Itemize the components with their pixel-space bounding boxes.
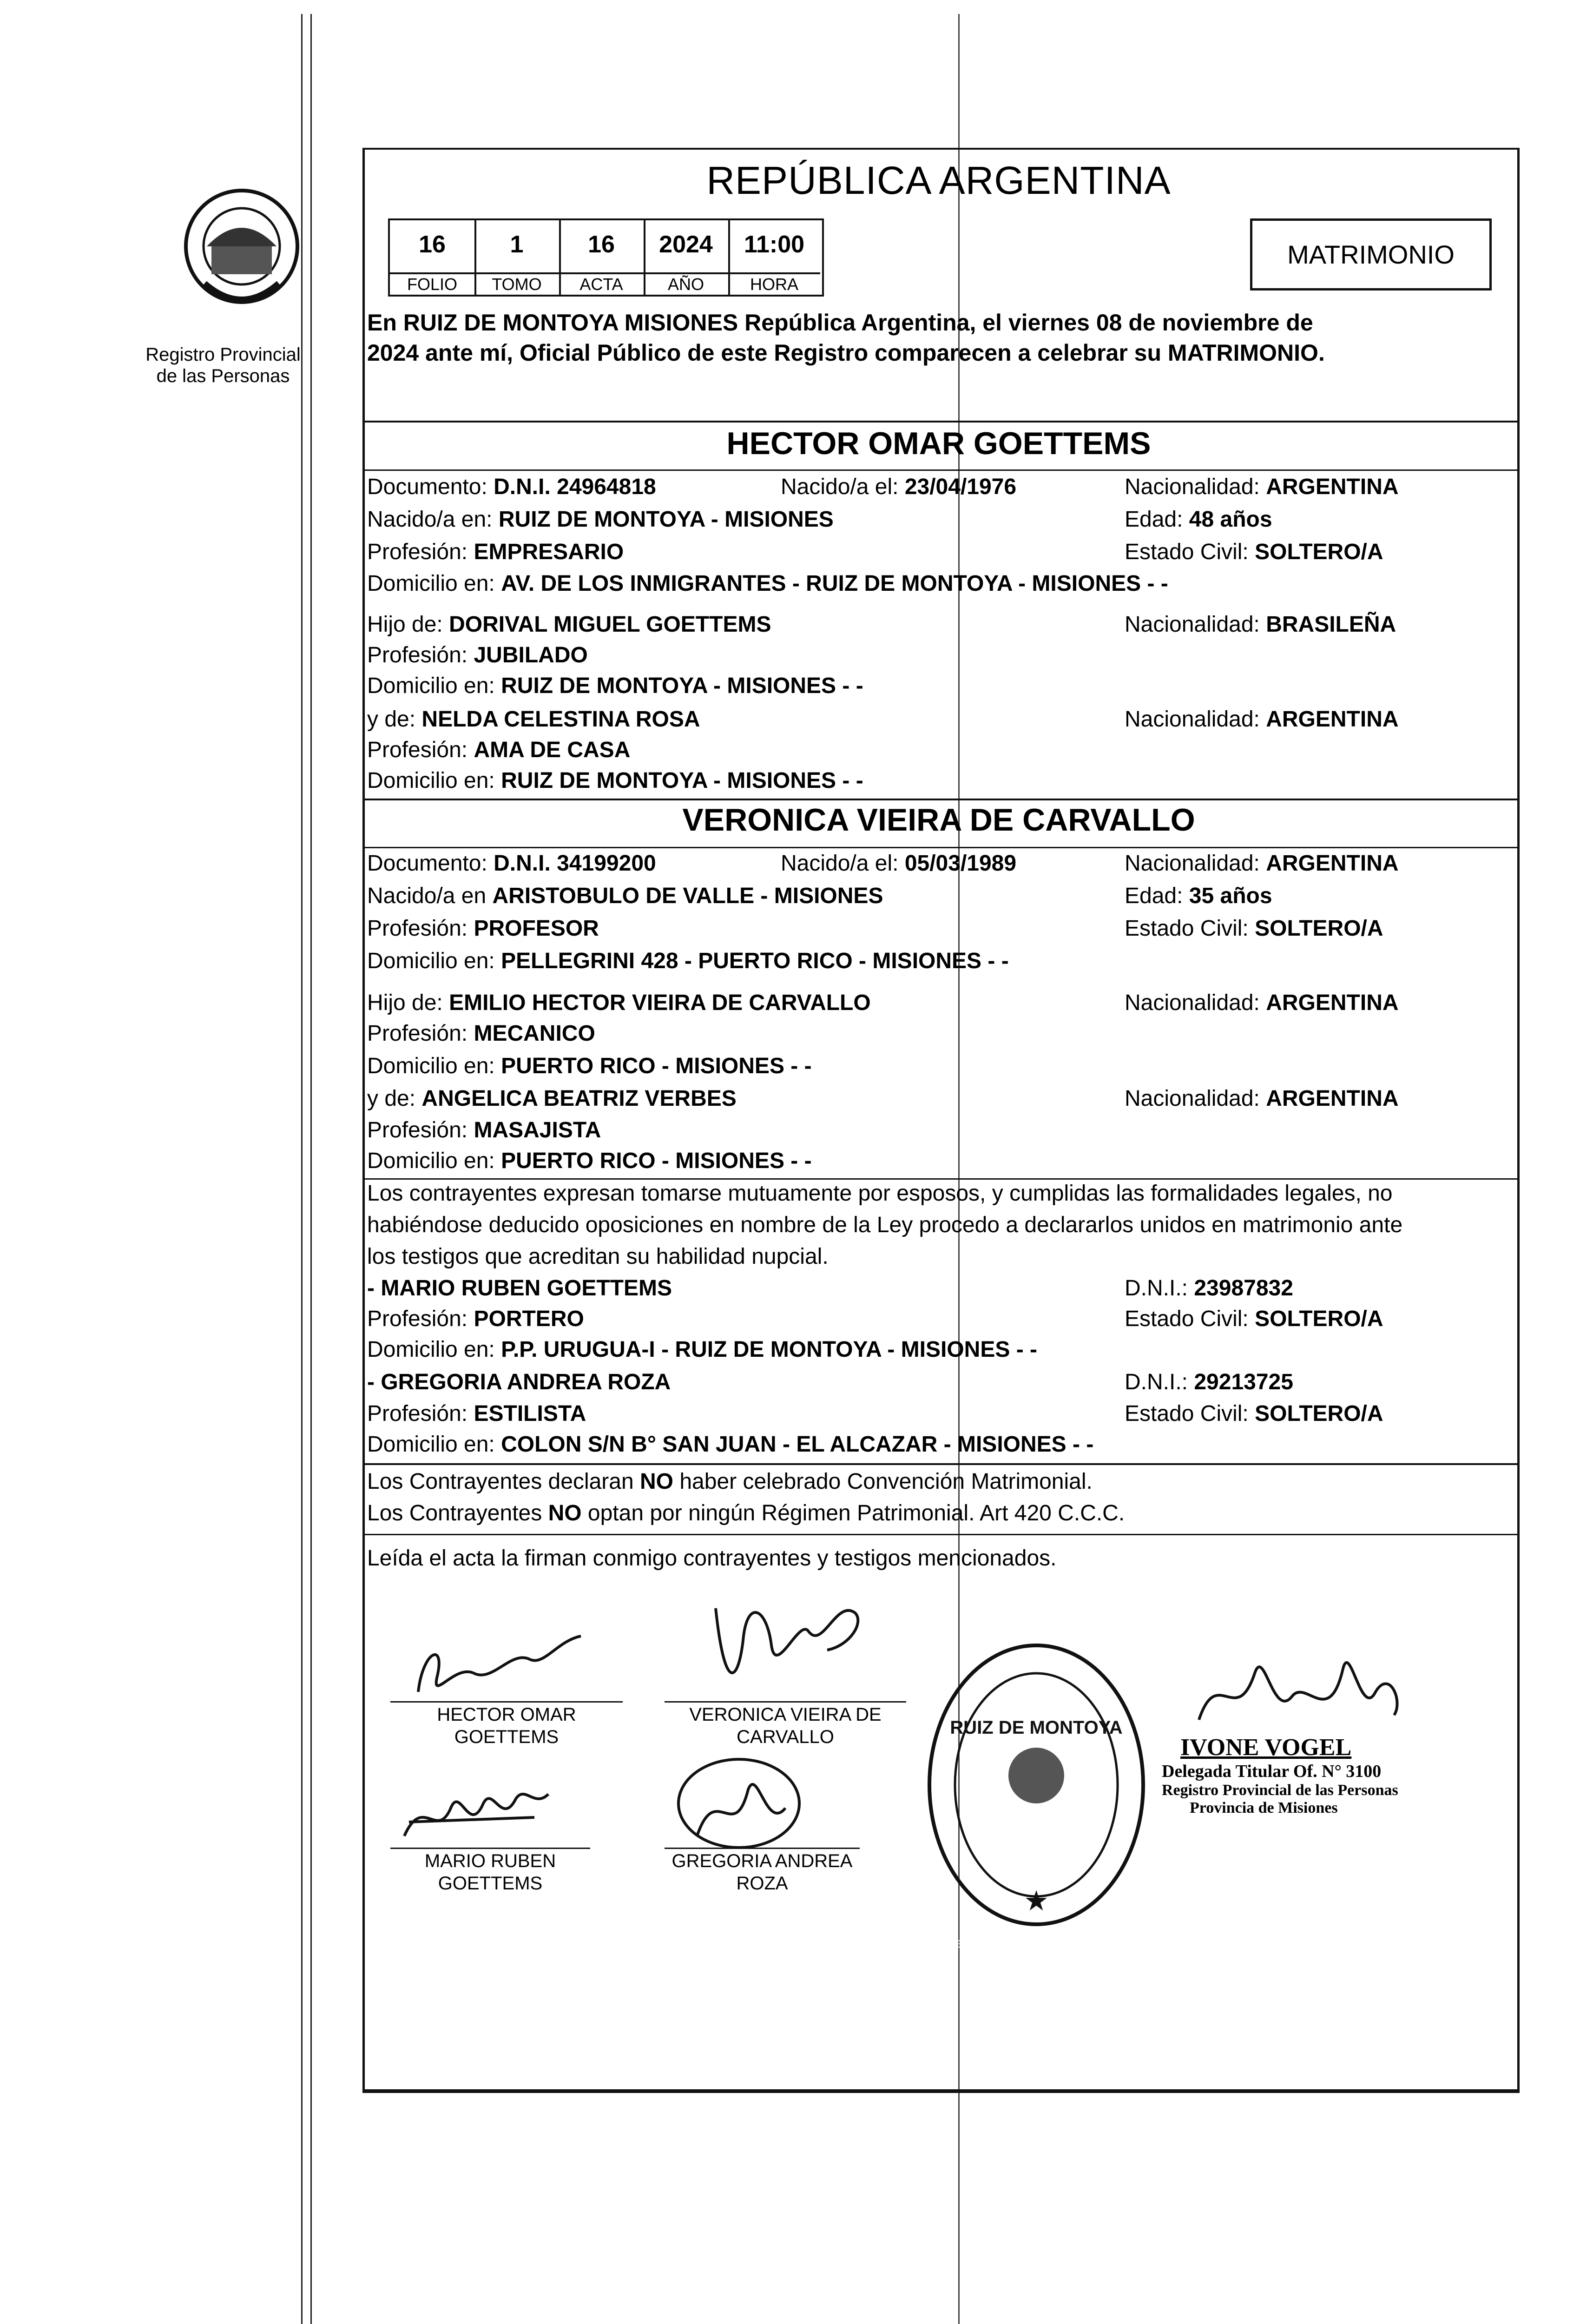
acta-cell: [559, 220, 645, 295]
c2-nacido-el: Nacido/a el: 05/03/1989: [781, 851, 1017, 876]
testigo2-dom: Domicilio en: COLON S/N B° SAN JUAN - EL ALCAZAR - MISIONES - -: [367, 1432, 1094, 1457]
tomo-value: 1: [510, 231, 524, 258]
c2-madre: y de: ANGELICA BEATRIZ VERBES: [367, 1086, 737, 1111]
acta-value: 16: [588, 231, 615, 258]
svg-text:★: ★: [1024, 1885, 1049, 1916]
oficial-stamp: [1162, 1734, 1487, 1817]
c1-madre-dom: Domicilio en: RUIZ DE MONTOYA - MISIONES - -: [367, 768, 863, 793]
c1-madre-prof: Profesión: AMA DE CASA: [367, 738, 631, 762]
signature-mario: [395, 1766, 562, 1859]
c2-padre-dom: Domicilio en: PUERTO RICO - MISIONES - -: [367, 1054, 812, 1078]
rule: [362, 421, 1517, 423]
c2-madre-dom: Domicilio en: PUERTO RICO - MISIONES - -: [367, 1149, 812, 1173]
c1-edad: Edad: 48 años: [1125, 507, 1272, 532]
testigo2-name: - GREGORIA ANDREA ROZA: [367, 1370, 671, 1394]
page-title: REPÚBLICA ARGENTINA: [706, 158, 1171, 202]
hora-cell: [728, 220, 820, 295]
c2-profesion: Profesión: PROFESOR: [367, 916, 599, 941]
c1-padre-nac: Nacionalidad: BRASILEÑA: [1125, 612, 1396, 637]
c2-nacido-en: Nacido/a en ARISTOBULO DE VALLE - MISIONES: [367, 884, 883, 908]
folio-cell: [390, 220, 476, 295]
testigo2-prof: Profesión: ESTILISTA: [367, 1401, 586, 1426]
oficial-name: IVONE VOGEL: [1180, 1734, 1352, 1761]
rule: [362, 799, 1517, 800]
c2-padre-prof: Profesión: MECANICO: [367, 1021, 595, 1046]
testigo1-dni: D.N.I.: 23987832: [1125, 1276, 1293, 1301]
signature-gregoria: [665, 1752, 813, 1864]
testigo2-dni: D.N.I.: 29213725: [1125, 1370, 1293, 1394]
testigo2-estado: Estado Civil: SOLTERO/A: [1125, 1401, 1383, 1426]
oficial-line3: Provincia de Misiones: [1190, 1799, 1338, 1816]
rule: [362, 1178, 1517, 1180]
c1-nacido-el: Nacido/a el: 23/04/1976: [781, 475, 1017, 499]
c2-documento: Documento: D.N.I. 34199200: [367, 851, 656, 876]
contrayente1-name: HECTOR OMAR GOETTEMS: [726, 426, 1151, 461]
c2-estado-civil: Estado Civil: SOLTERO/A: [1125, 916, 1383, 941]
anio-cell: [644, 220, 730, 295]
testigo1-dom: Domicilio en: P.P. URUGUA-I - RUIZ DE MONTOYA - MISIONES - -: [367, 1337, 1038, 1362]
sig2-label: VERONICA VIEIRA DE CARVALLO: [689, 1704, 882, 1747]
bottom-rule: [362, 2089, 1517, 2091]
testigo1-estado: Estado Civil: SOLTERO/A: [1125, 1307, 1383, 1331]
testigo1-name: - MARIO RUBEN GOETTEMS: [367, 1276, 672, 1301]
acta-number-box: [388, 218, 824, 297]
signature-line: [665, 1848, 860, 1849]
acta-label: ACTA: [559, 272, 644, 295]
registry-stamp: [925, 1641, 1148, 1929]
registry-caption-line1: Registro Provincial: [145, 344, 301, 365]
c1-nacido-en: Nacido/a en: RUIZ DE MONTOYA - MISIONES: [367, 507, 834, 532]
tomo-cell: [474, 220, 561, 295]
declaracion-line2: habiéndose deducido oposiciones en nombre de la Ley procedo a declararlos unidos en matrimonio ante: [367, 1213, 1403, 1237]
signature-line: [390, 1701, 623, 1703]
c1-estado-civil: Estado Civil: SOLTERO/A: [1125, 540, 1383, 564]
hora-label: HORA: [728, 272, 820, 295]
c1-domicilio: Domicilio en: AV. DE LOS INMIGRANTES - RUIZ DE MONTOYA - MISIONES - -: [367, 571, 1168, 596]
c2-padre: Hijo de: EMILIO HECTOR VIEIRA DE CARVALLO: [367, 990, 871, 1015]
rule: [362, 1463, 1517, 1465]
c2-padre-nac: Nacionalidad: ARGENTINA: [1125, 990, 1399, 1015]
c1-profesion: Profesión: EMPRESARIO: [367, 540, 624, 564]
convencion-line1: Los Contrayentes declaran NO haber celebrado Convención Matrimonial.: [367, 1469, 1093, 1494]
anio-value: 2024: [659, 231, 713, 258]
seal-icon: [179, 177, 304, 330]
sig4-label: GREGORIA ANDREA ROZA: [672, 1851, 853, 1894]
registry-caption-line2: de las Personas: [156, 366, 290, 386]
signature-line: [390, 1848, 590, 1849]
convencion-line2: Los Contrayentes NO optan por ningún Régimen Patrimonial. Art 420 C.C.C.: [367, 1501, 1125, 1525]
c1-padre-prof: Profesión: JUBILADO: [367, 643, 588, 667]
c2-domicilio: Domicilio en: PELLEGRINI 428 - PUERTO RICO - MISIONES - -: [367, 949, 1009, 973]
declaracion-line3: los testigos que acreditan su habilidad nupcial.: [367, 1244, 829, 1269]
declaracion-line1: Los contrayentes expresan tomarse mutuamente por esposos, y cumplidas las formalidades legales, no: [367, 1181, 1393, 1206]
signature-veronica: [688, 1580, 883, 1701]
anio-label: AÑO: [644, 272, 728, 295]
registry-logo: [179, 177, 304, 330]
c2-nacionalidad: Nacionalidad: ARGENTINA: [1125, 851, 1399, 876]
contrayente2-name: VERONICA VIEIRA DE CARVALLO: [682, 802, 1195, 838]
c1-documento: Documento: D.N.I. 24964818: [367, 475, 656, 499]
rule: [362, 847, 1517, 848]
binder-line: [310, 14, 312, 2324]
signature-oficial: [1190, 1627, 1413, 1738]
c1-padre: Hijo de: DORIVAL MIGUEL GOETTEMS: [367, 612, 771, 637]
c1-madre-nac: Nacionalidad: ARGENTINA: [1125, 707, 1399, 732]
sig3-label: MARIO RUBEN GOETTEMS: [424, 1851, 556, 1894]
c1-padre-dom: Domicilio en: RUIZ DE MONTOYA - MISIONES - -: [367, 673, 863, 698]
oficial-line2: Registro Provincial de las Personas: [1162, 1782, 1398, 1799]
c1-nacionalidad: Nacionalidad: ARGENTINA: [1125, 475, 1399, 499]
sig1-label: HECTOR OMAR GOETTEMS: [437, 1704, 576, 1747]
stamp-inner-text: RUIZ DE MONTOYA: [950, 1717, 1123, 1738]
registry-caption: [139, 344, 307, 387]
tomo-label: TOMO: [474, 272, 559, 295]
intro-line2: 2024 ante mí, Oficial Público de este Registro comparecen a celebrar su MATRIMONIO.: [367, 340, 1325, 366]
hora-value: 11:00: [744, 231, 805, 258]
c1-madre: y de: NELDA CELESTINA ROSA: [367, 707, 700, 732]
rule: [362, 469, 1517, 471]
signature-line: [665, 1701, 906, 1703]
c2-madre-prof: Profesión: MASAJISTA: [367, 1118, 601, 1142]
c2-madre-nac: Nacionalidad: ARGENTINA: [1125, 1086, 1399, 1111]
testigo1-prof: Profesión: PORTERO: [367, 1307, 584, 1331]
oficial-line1: Delegada Titular Of. N° 3100: [1162, 1762, 1382, 1781]
c2-edad: Edad: 35 años: [1125, 884, 1272, 908]
folio-value: 16: [419, 231, 446, 258]
stamp-ring-text: DELEGACION DEL REGISTRO PROVINCIAL DE LAS PERSONAS: [935, 1938, 1146, 1962]
top-rule: [362, 148, 1517, 150]
act-type-box: MATRIMONIO: [1250, 218, 1492, 290]
folio-label: FOLIO: [390, 272, 474, 295]
rule: [362, 1534, 1517, 1535]
lectura-text: Leída el acta la firman conmigo contrayentes y testigos mencionados.: [367, 1546, 1057, 1571]
intro-line1: En RUIZ DE MONTOYA MISIONES República Argentina, el viernes 08 de noviembre de: [367, 310, 1313, 336]
